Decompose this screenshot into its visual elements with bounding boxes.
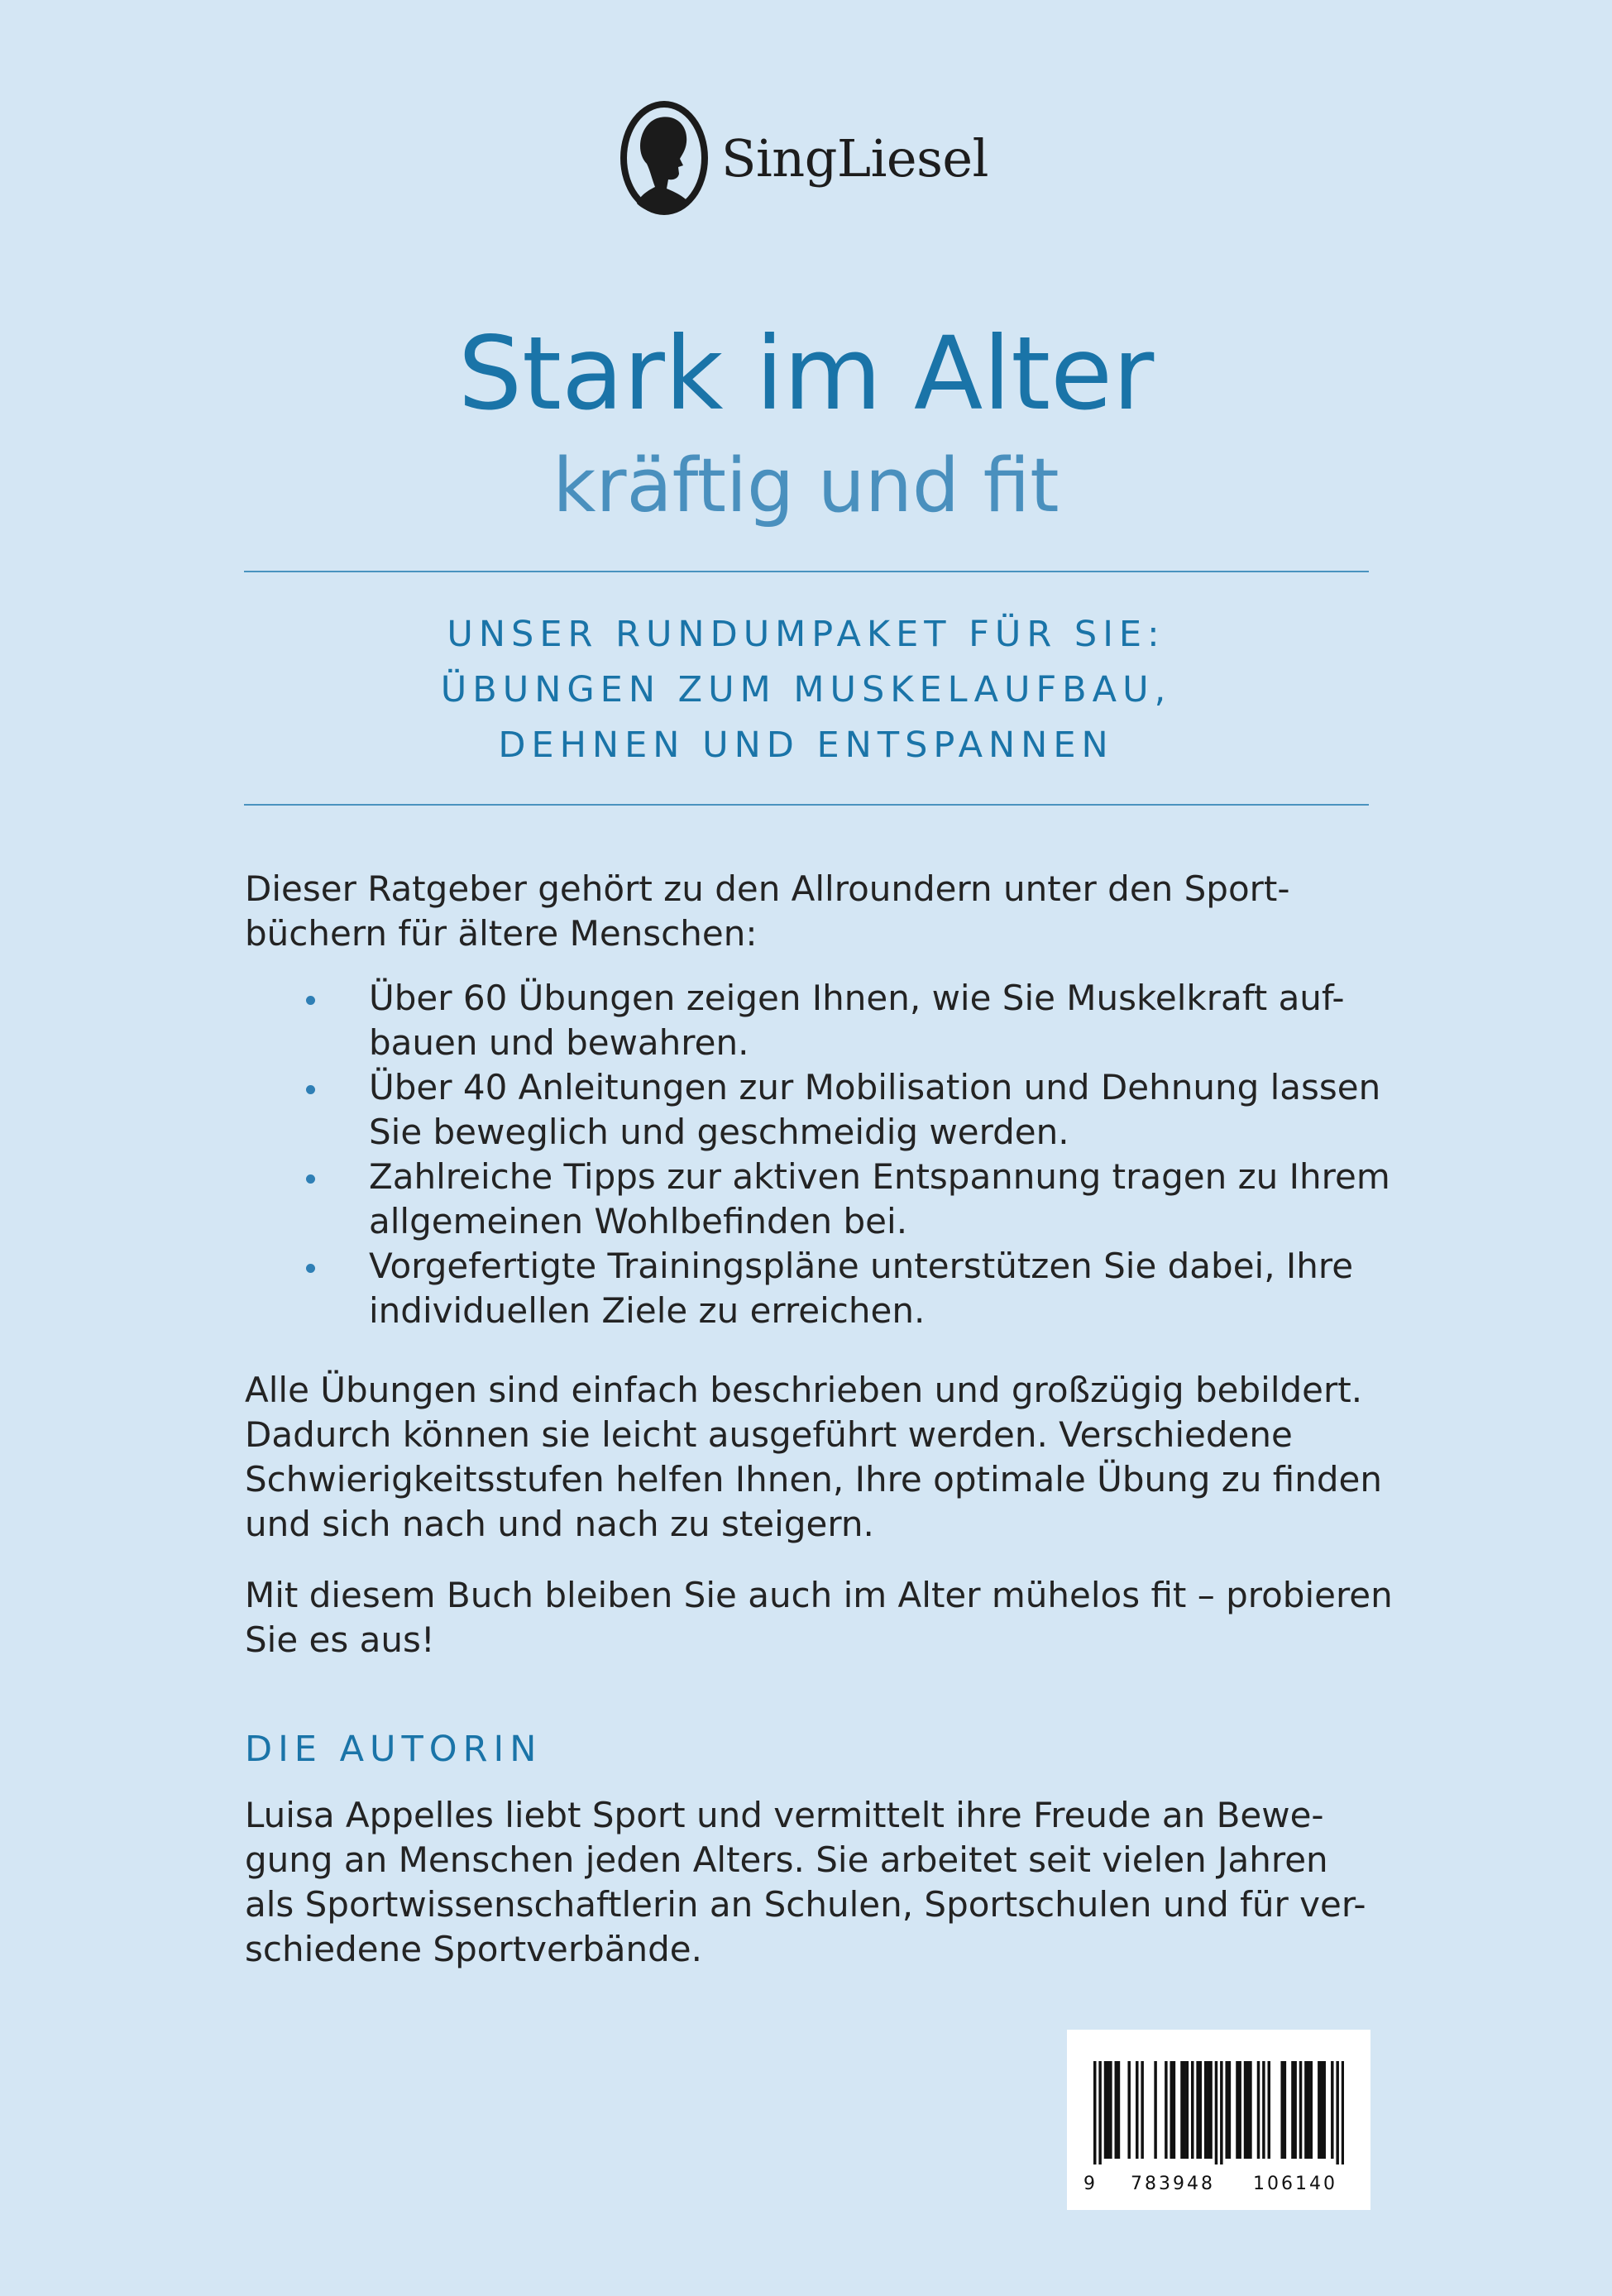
book-title: Stark im Alter: [457, 315, 1155, 433]
silhouette-portrait-icon: [619, 99, 710, 217]
publisher-logo: [619, 99, 988, 217]
barcode-bar: [1320, 2061, 1323, 2159]
tagline: [0, 607, 1612, 773]
barcode-bar: [1307, 2061, 1309, 2159]
barcode-bar: [1173, 2061, 1175, 2159]
barcode-bar: [1199, 2061, 1202, 2159]
barcode-bar: [1323, 2061, 1325, 2159]
bullet-dot-icon: [306, 1264, 315, 1273]
bullet-dot-icon: [306, 996, 315, 1005]
cta-line: Sie es aus!: [245, 1619, 435, 1660]
intro-line: büchern für ältere Menschen:: [245, 913, 758, 954]
author-paragraph: [245, 1793, 1386, 1972]
barcode-bar: [1186, 2061, 1189, 2159]
barcode-right-group: 106140: [1253, 2174, 1337, 2194]
barcode-bar: [1191, 2061, 1193, 2159]
barcode-bar: [1170, 2061, 1172, 2159]
description-line: und sich nach und nach zu steigern.: [245, 1504, 874, 1544]
tagline-line: UNSER RUNDUMPAKET FÜR SIE:: [447, 614, 1165, 655]
author-line: gung an Menschen jeden Alters. Sie arbeitet seit vielen Jahren: [245, 1839, 1328, 1880]
barcode-bar: [1246, 2061, 1249, 2159]
bullet-dot-icon: [306, 1174, 315, 1184]
barcode-bar: [1257, 2061, 1260, 2159]
intro-paragraph: [245, 867, 1386, 956]
divider-top: [244, 571, 1369, 572]
barcode-bar: [1304, 2061, 1307, 2159]
barcode-bar: [1127, 2061, 1130, 2159]
barcode-bar: [1204, 2061, 1207, 2159]
barcode-bar: [1141, 2061, 1143, 2159]
cta-line: Mit diesem Buch bleiben Sie auch im Alter mühelos fit – probieren: [245, 1575, 1393, 1615]
barcode-bar: [1249, 2061, 1251, 2159]
barcode-bar: [1294, 2061, 1296, 2159]
barcode-bar: [1183, 2061, 1185, 2159]
barcode-bar: [1196, 2061, 1198, 2159]
cta-paragraph: [245, 1573, 1393, 1662]
barcode-bar: [1331, 2061, 1333, 2159]
barcode-bar: [1236, 2061, 1238, 2159]
description-paragraph: [245, 1368, 1386, 1547]
description-line: Alle Übungen sind einfach beschrieben und großzügig bebildert.: [245, 1370, 1363, 1410]
barcode-bar: [1299, 2061, 1302, 2159]
barcode-number: [1083, 2174, 1356, 2194]
list-item-line: allgemeinen Wohlbefinden bei.: [369, 1201, 908, 1241]
barcode-bar: [1310, 2061, 1313, 2159]
barcode-bar: [1342, 2061, 1344, 2164]
barcode-bar: [1165, 2061, 1167, 2159]
barcode-bar: [1284, 2061, 1286, 2159]
list-item: [245, 1244, 1403, 1333]
barcode-bar: [1104, 2061, 1107, 2159]
author-line: Luisa Appelles liebt Sport und vermittelt ihre Freude an Bewe-: [245, 1795, 1324, 1835]
barcode-bar: [1107, 2061, 1109, 2159]
barcode-bar: [1209, 2061, 1212, 2159]
barcode-bar: [1291, 2061, 1294, 2159]
barcode-bar: [1180, 2061, 1183, 2159]
barcode-bar: [1268, 2061, 1270, 2159]
barcode-bar: [1262, 2061, 1265, 2159]
barcode-bar: [1244, 2061, 1246, 2159]
list-item-line: Zahlreiche Tipps zur aktiven Entspannung tragen zu Ihrem: [369, 1156, 1390, 1197]
author-heading: DIE AUTORIN: [245, 1729, 543, 1770]
list-item-line: individuellen Ziele zu erreichen.: [369, 1290, 926, 1331]
description-line: Schwierigkeitsstufen helfen Ihnen, Ihre optimale Übung zu finden: [245, 1459, 1382, 1500]
barcode-bar: [1109, 2061, 1112, 2159]
barcode-bar: [1154, 2061, 1156, 2159]
author-line: schiedene Sportverbände.: [245, 1929, 702, 1969]
list-item-line: Über 60 Übungen zeigen Ihnen, wie Sie Muskelkraft auf-: [369, 978, 1345, 1018]
bullet-dot-icon: [306, 1085, 315, 1094]
barcode-bar: [1280, 2061, 1283, 2159]
barcode-first-digit: 9: [1083, 2174, 1095, 2194]
barcode-bar: [1115, 2061, 1117, 2159]
tagline-line: ÜBUNGEN ZUM MUSKELAUFBAU,: [440, 669, 1172, 710]
list-item: [245, 1155, 1403, 1244]
barcode-bar: [1228, 2061, 1231, 2159]
barcode-left-group: 783948: [1131, 2174, 1215, 2194]
list-item-line: Vorgefertigte Trainingspläne unterstützen Sie dabei, Ihre: [369, 1246, 1354, 1286]
author-line: als Sportwissenschaftlerin an Schulen, Sportschulen und für ver-: [245, 1884, 1366, 1925]
book-subtitle: kräftig und fit: [552, 442, 1060, 529]
barcode-bar: [1207, 2061, 1209, 2159]
barcode-bar: [1220, 2061, 1222, 2164]
description-line: Dadurch können sie leicht ausgeführt werden. Verschiedene: [245, 1414, 1293, 1455]
intro-line: Dieser Ratgeber gehört zu den Allroundern unter den Sport-: [245, 868, 1290, 909]
barcode-bar: [1215, 2061, 1217, 2164]
divider-bottom: [244, 804, 1369, 806]
barcode-bar: [1093, 2061, 1096, 2164]
barcode-bar: [1117, 2061, 1120, 2159]
feature-list: [245, 976, 1403, 1333]
list-item-line: Über 40 Anleitungen zur Mobilisation und Dehnung lassen: [369, 1067, 1381, 1107]
list-item: [245, 1065, 1403, 1155]
list-item-line: Sie beweglich und geschmeidig werden.: [369, 1112, 1069, 1152]
barcode-bars: [1093, 2061, 1344, 2164]
barcode-bar: [1238, 2061, 1241, 2159]
isbn-barcode: [1067, 2030, 1370, 2210]
list-item-line: bauen und bewahren.: [369, 1022, 749, 1063]
publisher-name: SingLiesel: [721, 127, 988, 189]
barcode-bar: [1136, 2061, 1138, 2159]
list-item: [245, 976, 1403, 1065]
barcode-bar: [1225, 2061, 1227, 2159]
tagline-line: DEHNEN UND ENTSPANNEN: [498, 725, 1114, 766]
barcode-bar: [1098, 2061, 1101, 2164]
barcode-bar: [1336, 2061, 1338, 2164]
barcode-bar: [1318, 2061, 1320, 2159]
